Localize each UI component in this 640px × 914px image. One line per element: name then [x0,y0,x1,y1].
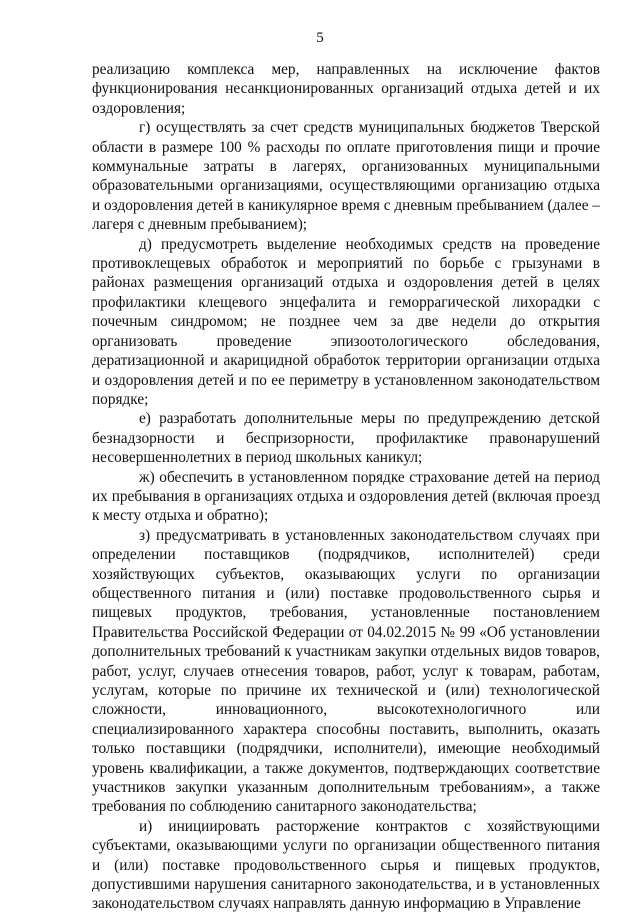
paragraph-item-zh: ж) обеспечить в установленном порядке страхование детей на период их пребывания в организациях отдыха и оздоровления детей (включая проезд к месту отдыха и обратно); [92,468,600,525]
paragraph-item-i: и) инициировать расторжение контрактов с хозяйствующими субъектами, оказывающими услуги по организации общественного питания и (или) поставке продовольственного сырья и пищевых продуктов, допустившими нарушения санитарного законодательства, и в установленных законодательством случаях направлять данную информацию в Управление [92,817,600,913]
page-number: 5 [316,30,324,46]
paragraph-continuation: реализацию комплекса мер, направленных на исключение фактов функционирования несанкционированных организаций отдыха детей и их оздоровления; [92,61,600,117]
document-body [92,60,600,914]
paragraph-item-d: д) предусмотреть выделение необходимых средств на проведение противоклещевых обработок и мероприятий по борьбе с грызунами в районах размещения организаций отдыха и оздоровления детей в целях профилактики клещевого энцефалита и геморрагической лихорадки с почечным синдромом; не позднее чем за две недели до открытия организовать проведение эпизоотологического обследования, дератизационной и акарицидной обработок территории организации отдыха и оздоровления детей и по ее периметру в установленном законодательством порядке; [92,235,600,408]
paragraph-item-g: г) осуществлять за счет средств муниципальных бюджетов Тверской области в размере 100 % расходы по оплате приготовления пищи и прочие коммунальные затраты в лагерях, организованных муниципальными образовательными организациями, осуществляющими организацию отдыха и оздоровления детей в каникулярное время с дневным пребыванием (далее – лагеря с дневным пребыванием); [92,119,600,234]
paragraph-item-z: з) предусматривать в установленных законодательством случаях при определении поставщиков (подрядчиков, исполнителей) среди хозяйствующих субъектов, оказывающих услуги по организации общественного питания и (или) поставке продовольственного сырья и пищевых продуктов, требования, установленные постановлением Правительства Российской Федерации от 04.02.2015 № 99 «Об установлении дополнительных требований к участникам закупки отдельных видов товаров, работ, услуг, случаев отнесения товаров, работ, услуг к товарам, работам, услугам, которые по причине их технической и (или) технологической сложности, инновационного, высокотехнологичного или специализированного характера способны поставить, выполнить, оказать только поставщики (подрядчики, исполнители), имеющие необходимый уровень квалификации, а также документов, подтверждающих соответствие участников закупки указанным дополнительным требованиям», а также требования по соблюдению санитарного законодательства; [92,526,600,816]
paragraph-item-e: е) разработать дополнительные меры по предупреждению детской безнадзорности и беспризорности, профилактике правонарушений несовершеннолетних в период школьных каникул; [92,410,600,467]
